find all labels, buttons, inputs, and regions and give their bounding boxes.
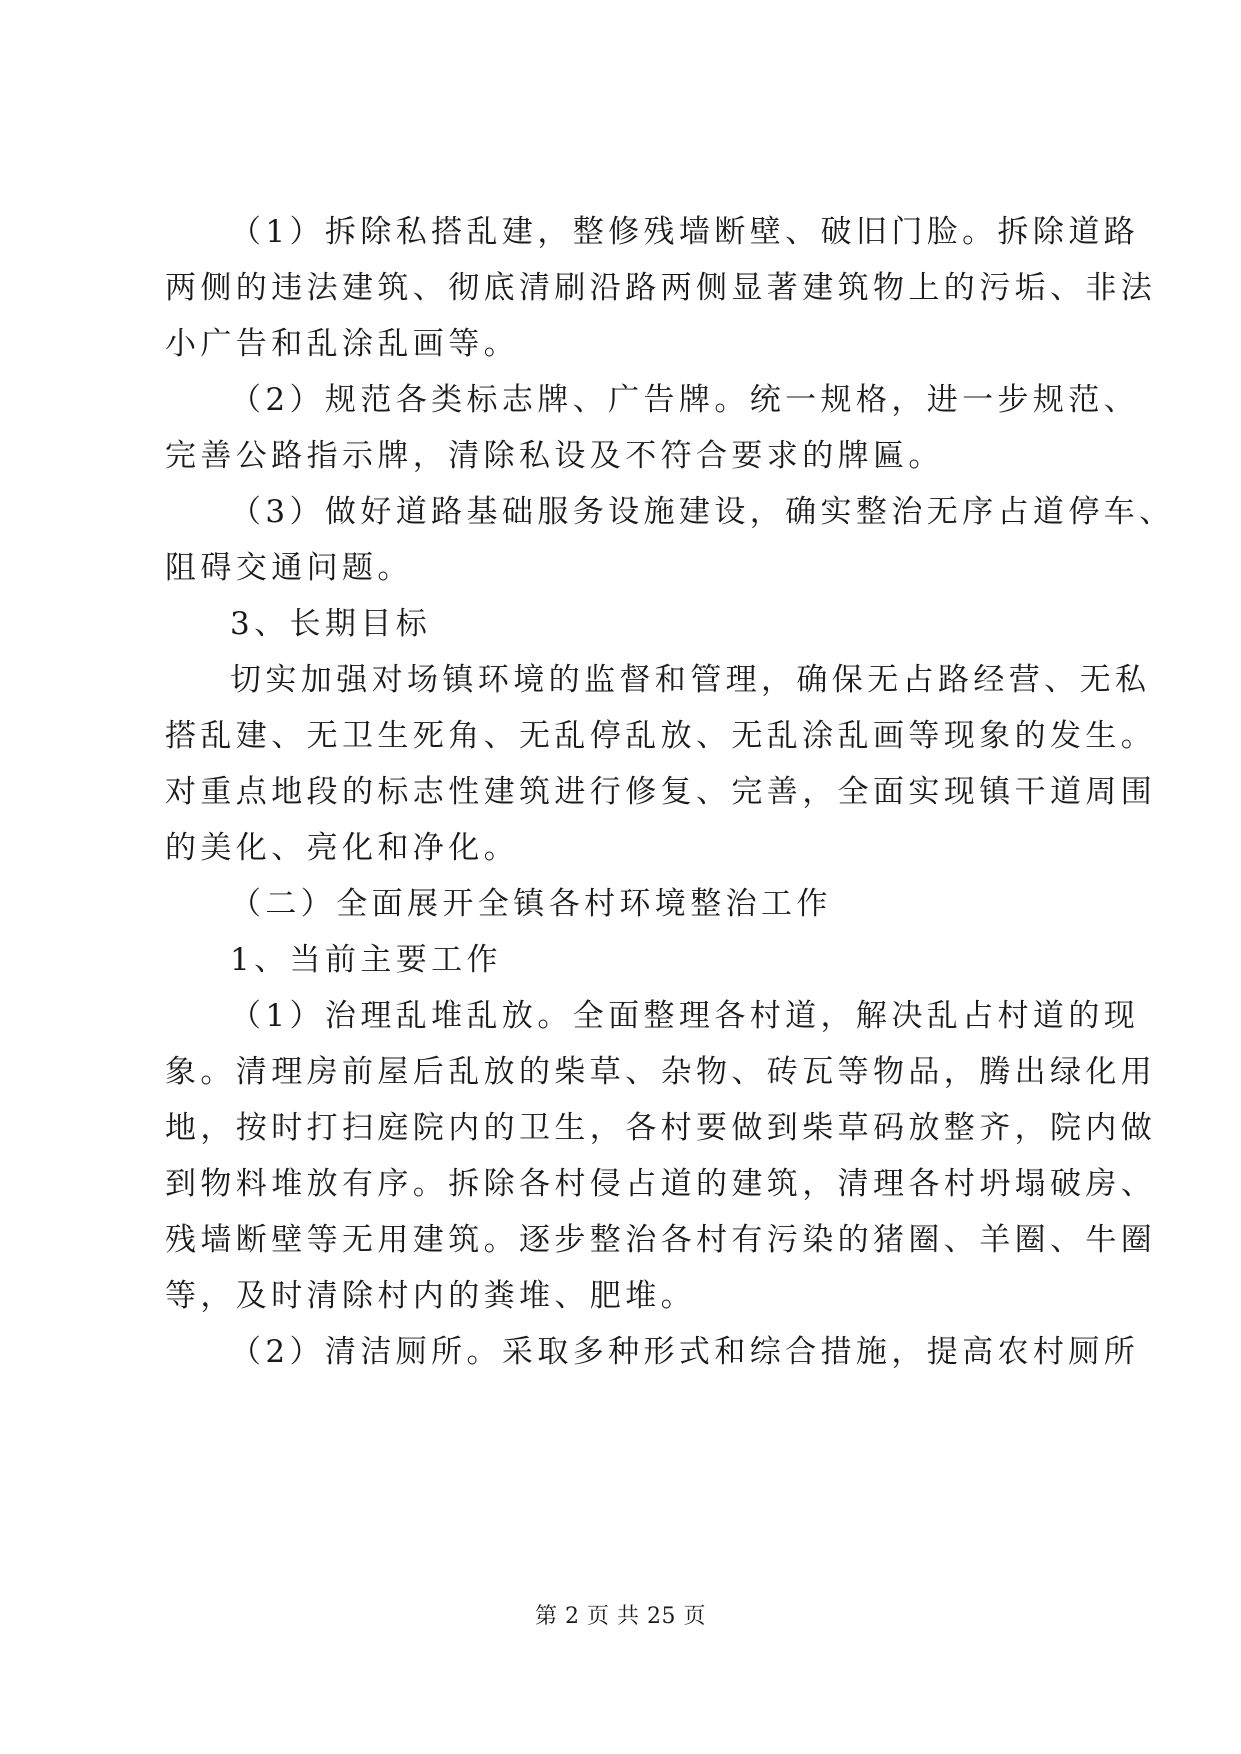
section-heading: 3、长期目标: [230, 606, 432, 642]
text-line: （3）做好道路基础服务设施建设，确实整治无序占道停车、: [230, 494, 1175, 530]
section-heading: 1、当前主要工作: [230, 942, 502, 978]
text-line: 到物料堆放有序。拆除各村侵占道的建筑，清理各村坍塌破房、: [165, 1166, 1157, 1202]
text-line: 小广告和乱涂乱画等。: [165, 326, 519, 362]
text-line: 完善公路指示牌，清除私设及不符合要求的牌匾。: [165, 438, 944, 474]
text-line: 地，按时打扫庭院内的卫生，各村要做到柴草码放整齐，院内做: [165, 1110, 1157, 1146]
text-line: （1）治理乱堆乱放。全面整理各村道，解决乱占村道的现: [230, 998, 1140, 1034]
text-line: 残墙断壁等无用建筑。逐步整治各村有污染的猪圈、羊圈、牛圈: [165, 1222, 1157, 1258]
text-line: 象。清理房前屋后乱放的柴草、杂物、砖瓦等物品，腾出绿化用: [165, 1054, 1157, 1090]
text-line: （2）清洁厕所。采取多种形式和综合措施，提高农村厕所: [230, 1334, 1140, 1370]
text-line: 搭乱建、无卫生死角、无乱停乱放、无乱涂乱画等现象的发生。: [165, 718, 1157, 754]
text-line: 两侧的违法建筑、彻底清刷沿路两侧显著建筑物上的污垢、非法: [165, 270, 1157, 306]
section-heading: （二）全面展开全镇各村环境整治工作: [230, 886, 832, 922]
text-line: 对重点地段的标志性建筑进行修复、完善，全面实现镇干道周围: [165, 774, 1157, 810]
text-line: （2）规范各类标志牌、广告牌。统一规格，进一步规范、: [230, 382, 1140, 418]
text-line: 阻碍交通问题。: [165, 550, 413, 586]
text-line: 的美化、亮化和净化。: [165, 830, 519, 866]
page-number: 第 2 页 共 25 页: [535, 1604, 706, 1629]
text-line: （1）拆除私搭乱建，整修残墙断壁、破旧门脸。拆除道路: [230, 214, 1140, 250]
text-line: 切实加强对场镇环境的监督和管理，确保无占路经营、无私: [230, 662, 1151, 698]
text-line: 等，及时清除村内的粪堆、肥堆。: [165, 1278, 696, 1314]
